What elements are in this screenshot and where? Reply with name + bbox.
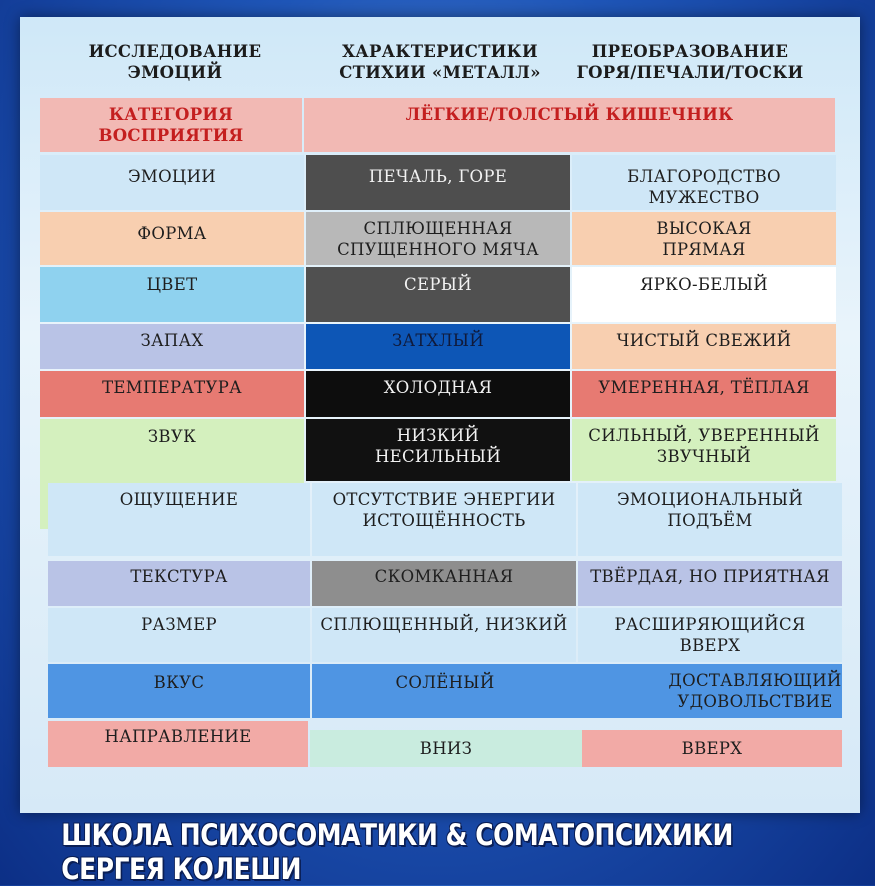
row-form-transform	[572, 212, 836, 265]
column-header-transform	[570, 41, 810, 83]
cell-text: ПЕЧАЛЬ, ГОРЕ	[368, 167, 508, 186]
row-direction-category	[48, 721, 308, 767]
row-smell-category	[40, 324, 304, 369]
cell-text: СКОМКАННАЯ	[374, 567, 514, 586]
column-header-metal-line2: СТИХИИ «МЕТАЛЛ»	[339, 63, 541, 82]
cell-text: МУЖЕСТВО	[648, 188, 760, 207]
cell-text: ЧИСТЫЙ СВЕЖИЙ	[616, 331, 792, 350]
footer-text: ШКОЛА ПСИХОСОМАТИКИ & СОМАТОПСИХИКИ СЕРГЕЯ КОЛЕШИ	[61, 818, 733, 886]
row-size-category	[48, 608, 310, 662]
row-form-metal	[306, 212, 570, 265]
cell-text: ТВЁРДАЯ, НО ПРИЯТНАЯ	[590, 567, 830, 586]
cell-text: РАЗМЕР	[141, 615, 217, 634]
cell-text: ВВЕРХ	[679, 636, 741, 655]
cell-text: ТЕМПЕРАТУРА	[102, 378, 242, 397]
row-sensation-category	[48, 483, 310, 556]
cell-text: ВКУС	[153, 673, 205, 692]
cell-text: ЦВЕТ	[146, 275, 198, 294]
cell-text: СЕРЫЙ	[404, 275, 472, 294]
cell-text: НИЗКИЙ	[396, 426, 480, 445]
row-sound-transform	[572, 419, 836, 481]
cell-text: ЗВУЧНЫЙ	[656, 447, 752, 466]
column-header-transform-line1: ПРЕОБРАЗОВАНИЕ	[591, 42, 789, 61]
row-sound-metal	[306, 419, 570, 481]
column-header-metal	[320, 41, 560, 83]
organ-header	[304, 98, 835, 152]
row-temperature-metal	[306, 371, 570, 417]
cell-text: СОЛЁНЫЙ	[395, 673, 495, 692]
cell-text: ТЕКСТУРА	[130, 567, 228, 586]
cell-text: ОЩУЩЕНИЕ	[119, 490, 239, 509]
cell-text: ЗАПАХ	[140, 331, 204, 350]
row-color-transform	[572, 267, 836, 322]
cell-text: РАСШИРЯЮЩИЙСЯ	[614, 615, 806, 634]
row-emotions-transform	[572, 155, 836, 210]
row-sensation-transform	[578, 483, 842, 556]
row-size-transform	[578, 608, 842, 662]
cell-text: ФОРМА	[137, 224, 207, 243]
category-header-line2: ВОСПРИЯТИЯ	[98, 126, 244, 145]
cell-text: НАПРАВЛЕНИЕ	[104, 727, 252, 746]
row-color-category	[40, 267, 304, 322]
row-direction-transform	[582, 730, 842, 767]
row-color-metal	[306, 267, 570, 322]
column-header-emotions-line2: ЭМОЦИЙ	[127, 63, 223, 82]
column-header-transform-line2: ГОРЯ/ПЕЧАЛИ/ТОСКИ	[576, 63, 804, 82]
row-taste-transform	[630, 664, 875, 718]
cell-text: ВЫСОКАЯ	[656, 219, 752, 238]
column-header-emotions-line1: ИССЛЕДОВАНИЕ	[88, 42, 262, 61]
cell-text: ХОЛОДНАЯ	[383, 378, 493, 397]
cell-text: ЗВУК	[147, 427, 197, 446]
row-taste-metal	[390, 664, 500, 718]
cell-text: ИСТОЩЁННОСТЬ	[362, 511, 526, 530]
cell-text: ЯРКО-БЕЛЫЙ	[640, 275, 768, 294]
cell-text: СПЛЮЩЕННАЯ	[363, 219, 513, 238]
column-header-metal-line1: ХАРАКТЕРИСТИКИ	[342, 42, 538, 61]
row-sensation-metal	[312, 483, 576, 556]
footer-banner	[61, 818, 814, 886]
cell-text: ПОДЪЁМ	[667, 511, 753, 530]
row-emotions-category	[40, 155, 304, 210]
cell-text: УМЕРЕННАЯ, ТЁПЛАЯ	[598, 378, 810, 397]
cell-text: ЭМОЦИИ	[127, 167, 216, 186]
row-emotions-metal	[306, 155, 570, 210]
row-temperature-transform	[572, 371, 836, 417]
cell-text: УДОВОЛЬСТВИЕ	[677, 692, 833, 711]
category-header	[40, 98, 302, 152]
cell-text: ЭМОЦИОНАЛЬНЫЙ	[616, 490, 804, 509]
category-header-line1: КАТЕГОРИЯ	[108, 105, 234, 124]
row-form-category	[40, 212, 304, 265]
cell-text: ДОСТАВЛЯЮЩИЙ	[668, 671, 842, 690]
row-smell-transform	[572, 324, 836, 369]
row-temperature-category	[40, 371, 304, 417]
cell-text: ВВЕРХ	[681, 739, 743, 758]
cell-text: НЕСИЛЬНЫЙ	[374, 447, 502, 466]
column-header-emotions	[60, 41, 290, 83]
cell-text: ОТСУТСТВИЕ ЭНЕРГИИ	[332, 490, 556, 509]
cell-text: ВНИЗ	[419, 739, 473, 758]
row-smell-metal	[306, 324, 570, 369]
organ-header-text: ЛЁГКИЕ/ТОЛСТЫЙ КИШЕЧНИК	[405, 105, 734, 124]
row-texture-transform	[578, 561, 842, 606]
row-texture-metal	[312, 561, 576, 606]
row-texture-category	[48, 561, 310, 606]
cell-text: ЗАТХЛЫЙ	[391, 331, 485, 350]
cell-text: СИЛЬНЫЙ, УВЕРЕННЫЙ	[588, 426, 820, 445]
row-taste-category	[48, 664, 310, 718]
row-size-metal	[312, 608, 576, 662]
row-direction-metal	[310, 730, 582, 767]
cell-text: СПУЩЕННОГО МЯЧА	[337, 240, 539, 259]
cell-text: СПЛЮЩЕННЫЙ, НИЗКИЙ	[320, 615, 568, 634]
cell-text: БЛАГОРОДСТВО	[627, 167, 781, 186]
cell-text: ПРЯМАЯ	[662, 240, 746, 259]
